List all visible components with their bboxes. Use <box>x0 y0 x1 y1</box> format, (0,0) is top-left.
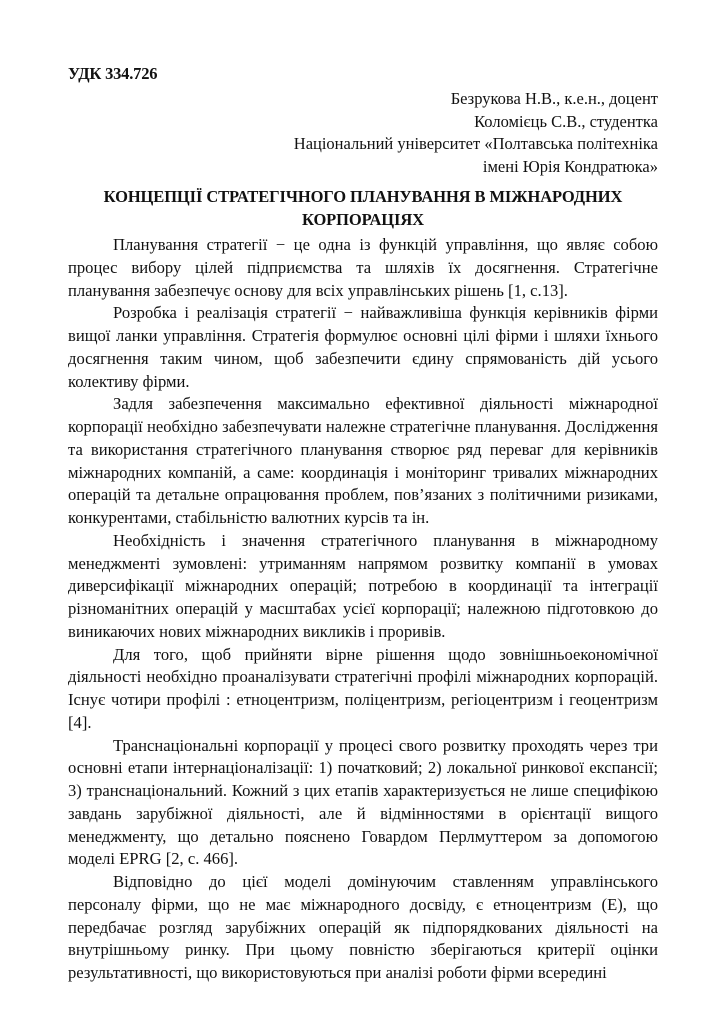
article-body <box>68 234 658 985</box>
affiliation-line-2: імені Юрія Кондратюка» <box>482 156 658 176</box>
paragraph: Задля забезпечення максимально ефективної діяльності міжнародної корпорації необхідно забезпечувати належне стратегічне планування. Дослідження та використання стратегічного планування створює ряд переваг для керівників міжнародних компаній, а саме: координація і моніторинг тривалих міжнародних операцій та детальне опрацювання проблем, пов’язаних з політичними ризиками, конкурентами, стабільністю валютних курсів та ін. <box>68 394 658 527</box>
author-block <box>294 88 658 178</box>
paragraph: Необхідність і значення стратегічного планування в міжнародному менеджменті зумовлені: утриманням напрямом розвитку компанії в умовах диверсифікації міжнародних операцій; потребою в координації та інтеграції різноманітних операцій у масштабах усієї корпорації; належною підготовкою до виникаючих нових міжнародних викликів і проривів. <box>68 530 658 641</box>
paragraph: Планування стратегії − це одна із функцій управління, що являє собою процес вибору цілей підприємства та шляхів їх досягнення. Стратегічне планування забезпечує основу для всіх управлінських рішень [1, с.13]. <box>68 235 658 300</box>
udk-code: УДК 334.726 <box>68 64 158 83</box>
affiliation-line-1: Національний університет «Полтавська політехніка <box>293 134 658 154</box>
paragraph: Для того, щоб прийняти вірне рішення щодо зовнішньоекономічної діяльності необхідно проаналізувати стратегічні профілі міжнародних корпорацій. Існує чотири профілі : етноцентризм, поліцентризм, регіоцентризм і геоцентризм [4]. <box>68 644 658 732</box>
paragraph: Розробка і реалізація стратегії − найважливіша функція керівників фірми вищої ланки управління. Стратегія формулює основні цілі фірми і шляхи їхнього досягнення таким чином, щоб забезпечити єдину спрямованість дій усього колективу фірми. <box>68 303 658 391</box>
title-line-2: КОРПОРАЦІЯХ <box>301 209 424 229</box>
title-line-1: КОНЦЕПЦІЇ СТРАТЕГІЧНОГО ПЛАНУВАННЯ В МІЖНАРОДНИХ <box>103 187 623 206</box>
author-1: Безрукова Н.В., к.е.н., доцент <box>450 89 658 108</box>
paragraph: Відповідно до цієї моделі домінуючим ставленням управлінського персоналу фірми, що не має міжнародного досвіду, є етноцентризм (E), що передбачає розгляд зарубіжних операцій як підпорядкованих діяльності на внутрішньому ринку. При цьому повністю зберігаються критерії оцінки результативності, що використовуються при аналізі роботи фірми всередині <box>68 872 658 982</box>
paragraph: Транснаціональні корпорації у процесі свого розвитку проходять через три основні етапи інтернаціоналізації: 1) початковий; 2) локальної ринкової експансії; 3) транснаціональний. Кожний з цих етапів характеризується не лише специфікою завдань зарубіжної діяльності, але й відмінностями в орієнтації вищого менеджменту, що детально пояснено Говардом Перлмуттером за допомогою моделі EPRG [2, с. 466]. <box>68 735 658 869</box>
author-2: Коломієць С.В., студентка <box>474 111 658 131</box>
article-title <box>68 186 658 231</box>
